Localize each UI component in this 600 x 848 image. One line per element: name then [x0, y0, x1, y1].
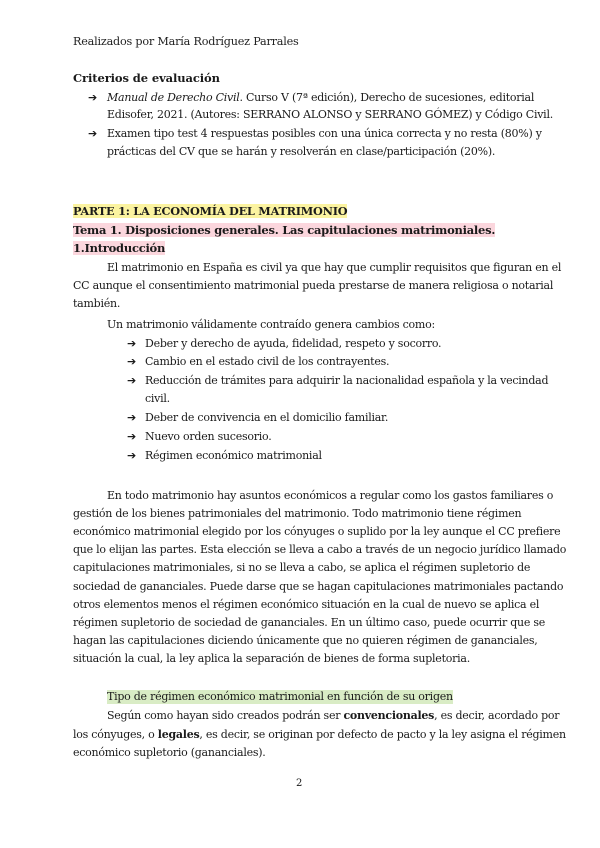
intro-line-3: también. [73, 297, 121, 310]
term-convencionales: convencionales [343, 709, 435, 722]
author-header: Realizados por María Rodríguez Parrales [73, 35, 299, 48]
economic-line-5: capitulaciones matrimoniales, si no se lleva a cabo, se aplica el régimen supletorio de [73, 561, 531, 574]
intro-line-1: El matrimonio en España es civil ya que hay que cumplir requisitos que figuran en el [107, 261, 562, 274]
part-title: PARTE 1: LA ECONOMÍA DEL MATRIMONIO [73, 204, 348, 218]
list-item: Deber y derecho de ayuda, fidelidad, respeto y socorro. [145, 337, 442, 350]
economic-line-6: sociedad de gananciales. Puede darse que se hagan capitulaciones matrimoniales pactando [73, 580, 564, 593]
right-arrow-icon: ➔ [127, 430, 137, 443]
criteria-item-1-line-2: Edisofer, 2021. (Autores: SERRANO ALONSO y SERRANO GÓMEZ) y Código Civil. [107, 108, 553, 121]
right-arrow-icon: ➔ [88, 127, 98, 140]
list-item: Deber de convivencia en el domicilio familiar. [145, 411, 389, 424]
list-item: Régimen económico matrimonial [145, 449, 322, 462]
page-number: 2 [296, 778, 303, 789]
term-legales: legales [157, 728, 200, 741]
origin-line-2: los cónyuges, o legales, es decir, se originan por defecto de pacto y la ley asigna el régimen [73, 728, 566, 741]
criteria-heading: Criterios de evaluación [73, 71, 220, 85]
right-arrow-icon: ➔ [127, 449, 137, 462]
right-arrow-icon: ➔ [88, 91, 98, 104]
right-arrow-icon: ➔ [127, 374, 137, 387]
origin-line-3: económico supletorio (gananciales). [73, 746, 266, 759]
list-item: Nuevo orden sucesorio. [145, 430, 272, 443]
right-arrow-icon: ➔ [127, 355, 137, 368]
economic-line-2: gestión de los bienes patrimoniales del matrimonio. Todo matrimonio tiene régimen [73, 507, 522, 520]
origin-line-1: Según como hayan sido creados podrán ser convencionales, es decir, acordado por [107, 709, 560, 722]
section-title: 1.Introducción [73, 241, 166, 255]
intro-changes-lead: Un matrimonio válidamente contraído genera cambios como: [107, 318, 435, 331]
criteria-item-1-line-1: Manual de Derecho Civil. Curso V (7ª edición), Derecho de sucesiones, editorial [107, 91, 535, 104]
economic-line-1: En todo matrimonio hay asuntos económicos a regular como los gastos familiares o [107, 489, 554, 502]
tema-title: Tema 1. Disposiciones generales. Las capitulaciones matrimoniales. [73, 223, 496, 237]
right-arrow-icon: ➔ [127, 411, 137, 424]
criteria-item-2-line-2: prácticas del CV que se harán y resolverán en clase/participación (20%). [107, 145, 496, 158]
criteria-item-2-line-1: Examen tipo test 4 respuestas posibles con una única correcta y no resta (80%) y [107, 127, 542, 140]
manual-title: Manual de Derecho Civil [107, 91, 240, 104]
economic-line-7: otros elementos menos el régimen económico situación en la cual de nuevo se aplica el [73, 598, 540, 611]
intro-line-2: CC aunque el consentimiento matrimonial pueda prestarse de manera religiosa o notarial [73, 279, 554, 292]
economic-line-3: económico matrimonial elegido por los cónyuges o suplido por la ley aunque el CC prefiere [73, 525, 561, 538]
right-arrow-icon: ➔ [127, 337, 137, 350]
list-item: Reducción de trámites para adquirir la nacionalidad española y la vecindad [145, 374, 549, 387]
economic-line-9: hagan las capitulaciones diciendo únicamente que no quieren régimen de gananciales, [73, 634, 538, 647]
economic-line-8: régimen supletorio de sociedad de gananciales. En un último caso, puede ocurrir que se [73, 616, 545, 629]
economic-line-4: que lo elijan las partes. Esta elección se lleva a cabo a través de un negocio jurídico llamado [73, 543, 567, 556]
origin-subtitle: Tipo de régimen económico matrimonial en función de su origen [107, 690, 453, 703]
list-item: Cambio en el estado civil de los contrayentes. [145, 355, 390, 368]
economic-line-10: situación la cual, la ley aplica la separación de bienes de forma supletoria. [73, 652, 470, 665]
list-item-continuation: civil. [145, 392, 170, 405]
